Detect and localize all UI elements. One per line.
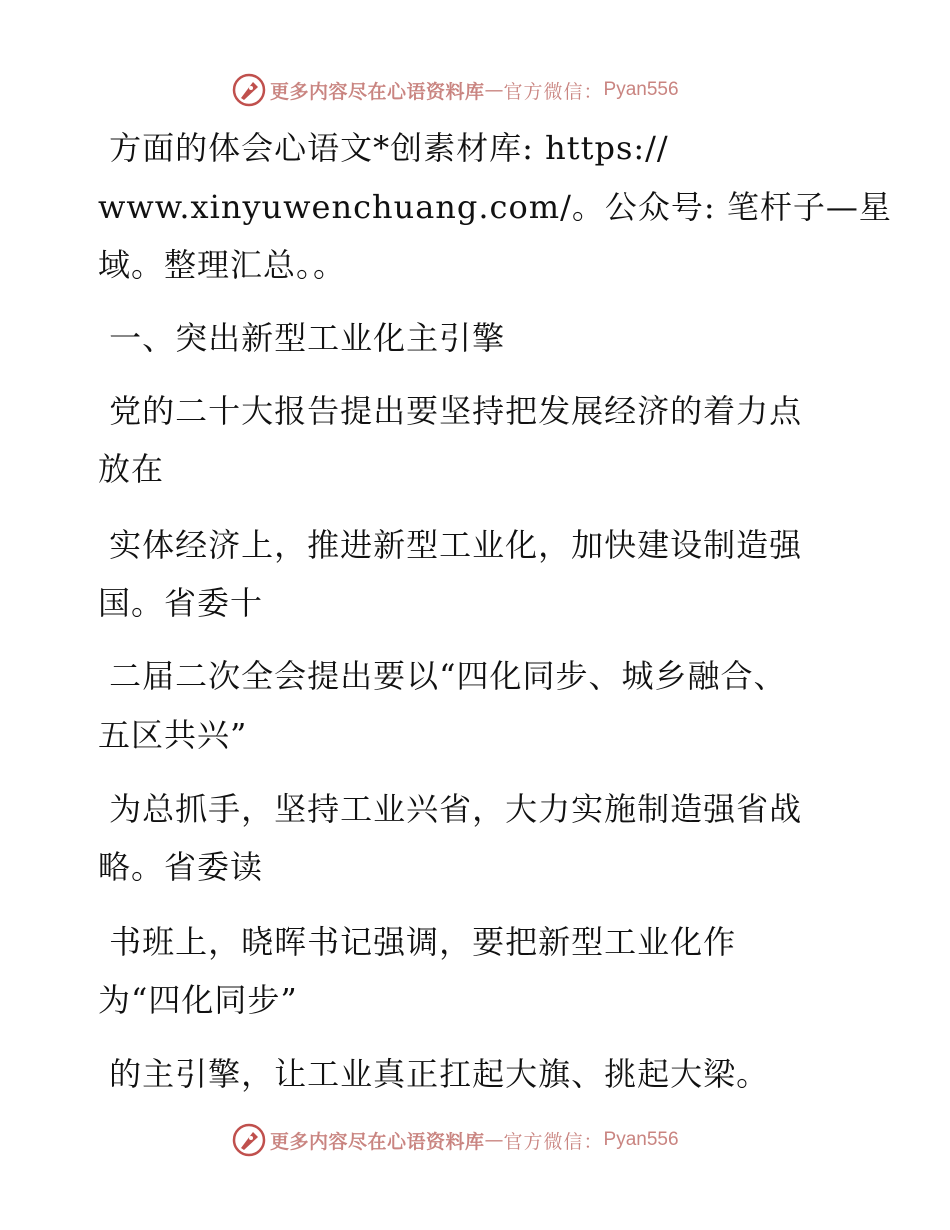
body-line: 二届二次全会提出要以“四化同步、城乡融合、 bbox=[98, 657, 787, 695]
body-line: 放在 bbox=[98, 450, 165, 488]
footer-banner bbox=[232, 1122, 712, 1158]
body-line: 实体经济上，推进新型工业化，加快建设制造强 bbox=[98, 526, 803, 564]
banner-wechat-id: Pyan556 bbox=[603, 1129, 679, 1150]
body-line: 党的二十大报告提出要坚持把发展经济的着力点 bbox=[98, 392, 803, 430]
header-banner bbox=[232, 72, 712, 108]
pen-nib-logo-icon bbox=[232, 73, 266, 107]
body-line: 方面的体会心语文*创素材库: https:// bbox=[98, 129, 669, 167]
body-line: 为总抓手，坚持工业兴省，大力实施制造强省战 bbox=[98, 790, 803, 828]
body-line: 书班上，晓晖书记强调，要把新型工业化作 bbox=[98, 923, 737, 961]
banner-official-label: 官方微信： bbox=[503, 80, 604, 103]
banner-main-text: 更多内容尽在心语资料库 bbox=[270, 1130, 485, 1153]
body-line: 域。整理汇总。。 bbox=[98, 246, 347, 284]
body-line: 国。省委十 bbox=[98, 584, 264, 622]
banner-main-text: 更多内容尽在心语资料库 bbox=[270, 80, 485, 103]
banner-separator: — bbox=[484, 79, 504, 101]
pen-nib-logo-icon bbox=[232, 1123, 266, 1157]
banner-official-label: 官方微信： bbox=[503, 1130, 604, 1153]
body-line: 略。省委读 bbox=[98, 848, 264, 886]
banner-separator: — bbox=[484, 1129, 504, 1151]
body-line: 为“四化同步” bbox=[98, 981, 298, 1019]
banner-wechat-id: Pyan556 bbox=[603, 79, 679, 100]
body-line: 的主引擎，让工业真正扛起大旗、挑起大梁。 bbox=[98, 1055, 770, 1093]
body-line: www.xinyuwenchuang.com/。公众号: 笔杆子—星 bbox=[98, 188, 892, 226]
section-heading: 一、突出新型工业化主引擎 bbox=[98, 319, 506, 357]
body-line: 五区共兴” bbox=[98, 716, 248, 754]
